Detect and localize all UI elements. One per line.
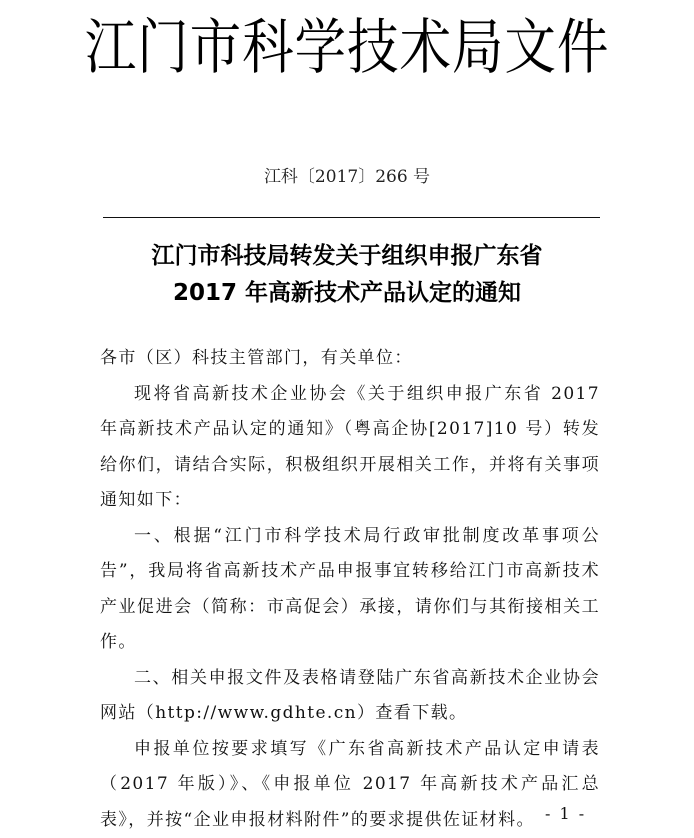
notice-title-line-1: 江门市科技局转发关于组织申报广东省 [0,238,694,275]
page-number: - 1 - [545,802,586,826]
header-divider-line [103,217,600,218]
notice-title [0,238,694,312]
document-number: 江科〔2017〕266 号 [0,165,694,189]
body-paragraph-3: 二、相关申报文件及表格请登陆广东省高新技术企业协会网站（http://www.gdhte.cn）查看下载。 [100,661,600,732]
salutation: 各市（区）科技主管部门，有关单位： [100,341,600,377]
issuer-header-title: 江门市科学技术局文件 [49,8,646,88]
notice-body [100,341,600,838]
body-paragraph-2: 一、根据“江门市科学技术局行政审批制度改革事项公告”，我局将省高新技术产品申报事宜转移给江门市高新技术产业促进会（简称：市高促会）承接，请你们与其衔接相关工作。 [100,519,600,661]
body-paragraph-1: 现将省高新技术企业协会《关于组织申报广东省 2017 年高新技术产品认定的通知》（粤高企协[2017]10 号）转发给你们，请结合实际，积极组织开展相关工作，并将有关事项通知如下： [100,377,600,519]
body-paragraph-4: 申报单位按要求填写《广东省高新技术产品认定申请表（2017 年版）》、《申报单位 2017 年高新技术产品汇总表》，并按“企业申报材料附件”的要求提供佐证材料。 [100,732,600,838]
notice-title-line-2: 2017 年高新技术产品认定的通知 [0,275,694,312]
